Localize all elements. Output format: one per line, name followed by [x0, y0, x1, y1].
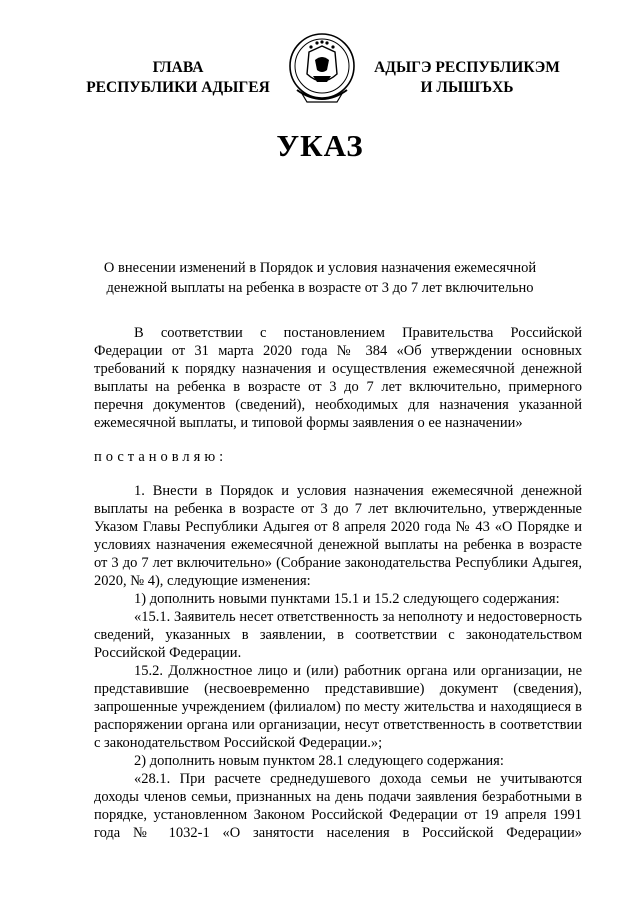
- header-right-line2: И ЛЫШЪХЬ: [420, 79, 514, 96]
- header-left-line2: РЕСПУБЛИКИ АДЫГЕЯ: [86, 79, 270, 96]
- paragraph-15-2: 15.2. Должностное лицо и (или) работник органа или организации, не представившие (несвоевременно представившие) документ (сведения), запрошенные учреждением (филиалом) по месту жительства и находящиеся в распоряжении органа или организации, несут ответственность в соответствии с законодательством Российской Федерации.»;: [94, 663, 582, 751]
- paragraph-subitem-2: 2) дополнить новым пунктом 28.1 следующего содержания:: [134, 753, 504, 769]
- paragraph-28-1: «28.1. При расчете среднедушевого дохода семьи не учитываются доходы членов семьи, признанных на день подачи заявления безработными в порядке, установленном Законом Российской Федерации от 19 апреля 1991 года № 1032-1 «О занятости населения в Российской Федерации»: [94, 771, 582, 841]
- header-right-line1: АДЫГЭ РЕСПУБЛИКЭМ: [374, 59, 560, 76]
- coat-of-arms-icon: [287, 30, 357, 110]
- decree-title: О внесении изменений в Порядок и условия назначения ежемесячной денежной выплаты на ребенка в возрасте от 3 до 7 лет включительно: [103, 260, 537, 296]
- paragraph-subitem-1: 1) дополнить новыми пунктами 15.1 и 15.2 следующего содержания:: [134, 591, 560, 607]
- header-left-block: [78, 58, 278, 98]
- header-right-block: [362, 58, 572, 98]
- paragraph-item-1: 1. Внести в Порядок и условия назначения ежемесячной денежной выплаты на ребенка в возрасте от 3 до 7 лет включительно, утвержденные Указом Главы Республики Адыгея от 8 апреля 2020 года № 43 «О Порядке и условиях назначения ежемесячной денежной выплаты на ребенка в возрасте от 3 до 7 лет включительно» (Собрание законодательства Республики Адыгея, 2020, № 4), следующие изменения:: [94, 483, 582, 589]
- header-left-line1: ГЛАВА: [152, 59, 204, 76]
- decree-word: постановляю:: [94, 449, 228, 465]
- decree-body: [94, 324, 582, 842]
- paragraph-15-1: «15.1. Заявитель несет ответственность за неполноту и недостоверность сведений, указанных в заявлении, в соответствии с законодательством Российской Федерации.: [94, 609, 582, 661]
- preamble-paragraph: В соответствии с постановлением Правительства Российской Федерации от 31 марта 2020 года № 384 «Об утверждении основных требований к порядку назначения и осуществления ежемесячной денежной выплаты на ребенка в возрасте от 3 до 7 лет включительно, примерного перечня документов (сведений), необходимых для назначения указанной ежемесячной выплаты, и типовой формы заявления о ее назначении»: [94, 325, 582, 431]
- document-type-heading: УКАЗ: [276, 128, 364, 163]
